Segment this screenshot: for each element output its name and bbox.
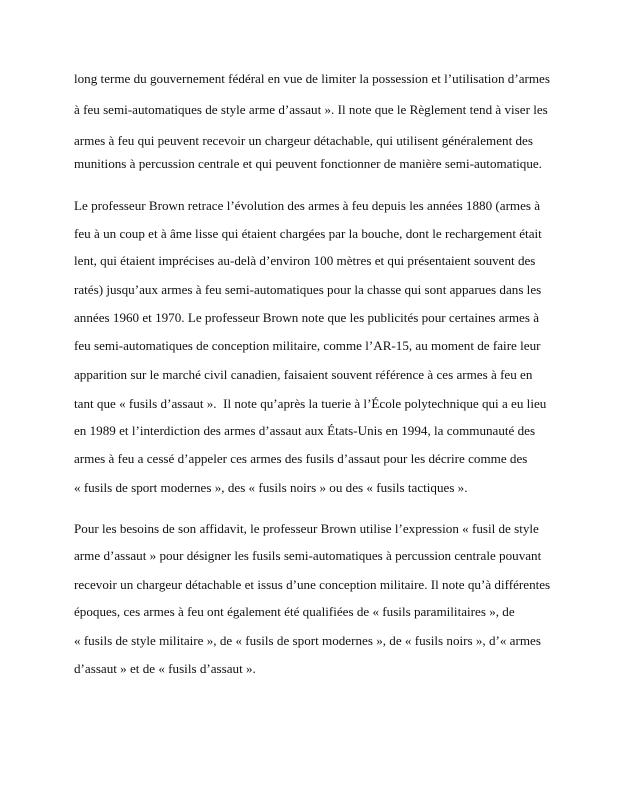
paragraph-3-line-4: époques, ces armes à feu ont également été qualifiées de « fusils paramilitaires », de	[74, 604, 515, 619]
paragraph-2-line-7: apparition sur le marché civil canadien, faisaient souvent référence à ces armes à feu en	[74, 367, 533, 382]
paragraph-1-line-4: munitions à percussion centrale et qui peuvent fonctionner de manière semi-automatique.	[74, 156, 542, 171]
paragraph-2-line-8: tant que « fusils d’assaut ». Il note qu’après la tuerie à l’École polytechnique qui a eu lieu	[74, 396, 547, 411]
paragraph-1-line-2: à feu semi-automatiques de style arme d’assaut ». Il note que le Règlement tend à viser les	[74, 102, 548, 117]
paragraph-2-line-6: feu semi-automatiques de conception militaire, comme l’AR-15, au moment de faire leur	[74, 338, 541, 353]
paragraph-2-line-9: en 1989 et l’interdiction des armes d’assaut aux États-Unis en 1994, la communauté des	[74, 423, 536, 438]
paragraph-2-line-2: feu à un coup et à âme lisse qui étaient chargées par la bouche, dont le rechargement était	[74, 226, 542, 241]
paragraph-2-line-3: lent, qui étaient imprécises au-delà d’environ 100 mètres et qui présentaient souvent des	[74, 253, 536, 268]
paragraph-3-line-3: recevoir un chargeur détachable et issus d’une conception militaire. Il note qu’à différentes	[74, 577, 551, 592]
paragraph-2-line-4: ratés) jusqu’aux armes à feu semi-automatiques pour la chasse qui sont apparues dans les	[74, 282, 542, 297]
paragraph-3-line-5: « fusils de style militaire », de « fusils de sport modernes », de « fusils noirs », d’« armes	[74, 633, 541, 648]
paragraph-3-line-1: Pour les besoins de son affidavit, le professeur Brown utilise l’expression « fusil de style	[74, 521, 539, 536]
paragraph-1-line-1: long terme du gouvernement fédéral en vue de limiter la possession et l’utilisation d’armes	[74, 71, 550, 86]
paragraph-3-line-6: d’assaut » et de « fusils d’assaut ».	[74, 661, 256, 676]
paragraph-2-line-1: Le professeur Brown retrace l’évolution des armes à feu depuis les années 1880 (armes à	[74, 198, 541, 213]
paragraph-3-line-2: arme d’assaut » pour désigner les fusils semi-automatiques à percussion centrale pouvant	[74, 548, 542, 563]
paragraph-2-line-5: années 1960 et 1970. Le professeur Brown note que les publicités pour certaines armes à	[74, 310, 540, 325]
paragraph-2-line-10: armes à feu a cessé d’appeler ces armes des fusils d’assaut pour les décrire comme des	[74, 451, 528, 466]
paragraph-2-line-11: « fusils de sport modernes », des « fusils noirs » ou des « fusils tactiques ».	[74, 480, 468, 495]
paragraph-1-line-3: armes à feu qui peuvent recevoir un chargeur détachable, qui utilisent généralement des	[74, 133, 533, 148]
